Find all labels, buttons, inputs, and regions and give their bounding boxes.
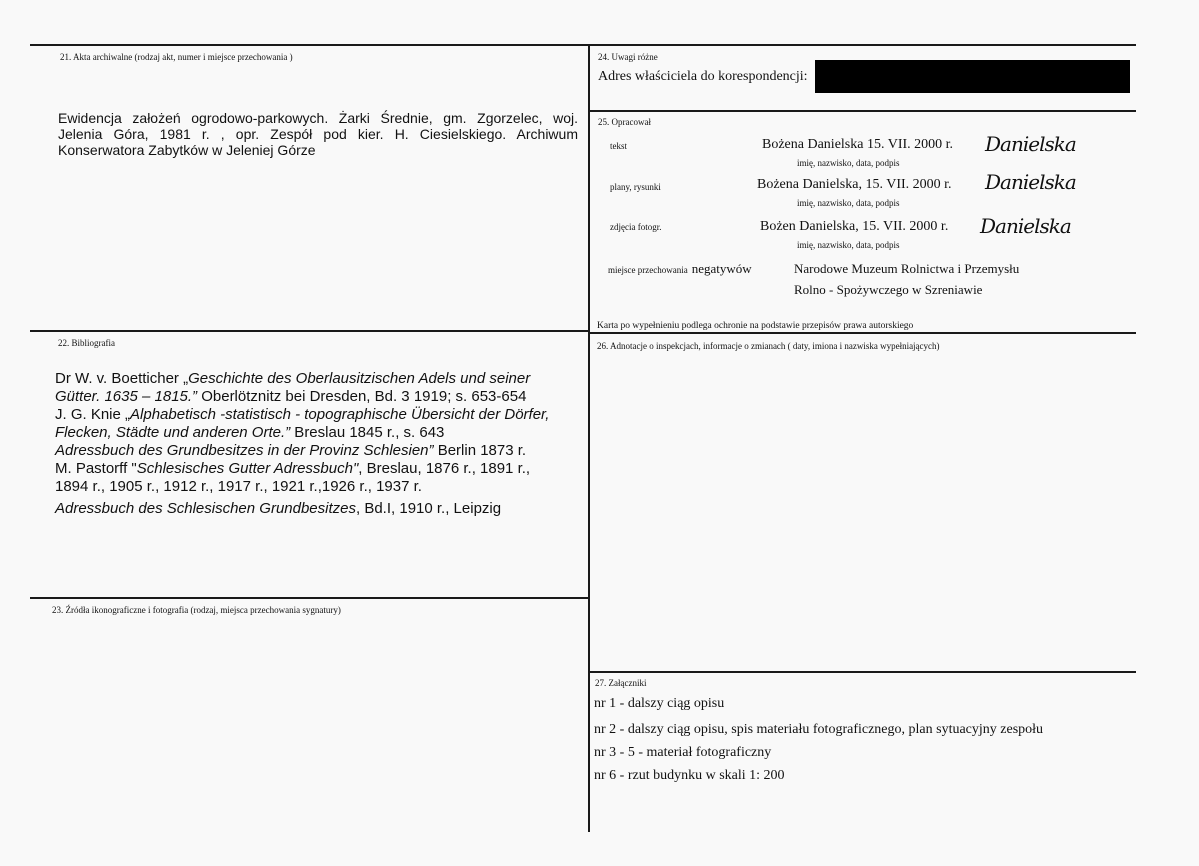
attachment-item: nr 6 - rzut budynku w skali 1: 200 <box>594 768 785 783</box>
signature-photos: Danielska <box>980 214 1071 238</box>
negatives-label: miejsce przechowania negatywów <box>608 261 752 276</box>
signature-plans: Danielska <box>985 170 1076 194</box>
negatives-location-2: Rolno - Spożywczego w Szreniawie <box>794 282 983 297</box>
field-22-label: 22. Bibliografia <box>58 338 115 348</box>
owner-address-label: Adres właściciela do korespondencji: <box>598 69 808 84</box>
prepared-text-value: Bożena Danielska 15. VII. 2000 r. <box>762 137 954 152</box>
bibliography-entry: Adressbuch des Schlesischen Grundbesitzes, Bd.I, 1910 r., Leipzig <box>55 500 502 517</box>
bibliography-entry: Dr W. v. Boetticher „Geschichte des Oberlausitzischen Adels und seiner Gütter. 1635 – 1815.” Oberlötznitz bei Dresden, Bd. 3 1919; s. 653-654 <box>55 370 531 405</box>
field-26-label: 26. Adnotacje o inspekcjach, informacje o zmianach ( daty, imiona i nazwiska wypełniających) <box>597 341 940 351</box>
field-27-label: 27. Załączniki <box>595 678 647 688</box>
signature-text: Danielska <box>985 132 1076 156</box>
attachment-item: nr 3 - 5 - materiał fotograficzny <box>594 745 772 760</box>
field-24-label: 24. Uwagi różne <box>598 52 658 62</box>
bibliography-entry: Adressbuch des Grundbesitzes in der Provinz Schlesien” Berlin 1873 r. <box>55 442 527 459</box>
divider-26-27 <box>590 671 1136 673</box>
attachment-item: nr 1 - dalszy ciąg opisu <box>594 696 725 711</box>
bibliography-entry: J. G. Knie „Alphabetisch -statistisch - topographische Übersicht der Dörfer, Flecken, Städte und anderen Orte.” Breslau 1845 r., s. 643 <box>55 406 550 441</box>
field-23-label: 23. Źródła ikonograficzne i fotografia (rodzaj, miejsca przechowania sygnatury) <box>52 605 341 615</box>
divider-25-26 <box>590 332 1136 334</box>
redacted-address <box>815 60 1130 93</box>
divider-21-22 <box>30 330 588 332</box>
prepared-photos-value: Bożen Danielska, 15. VII. 2000 r. <box>760 219 949 234</box>
prepared-photos-label: zdjęcia fotogr. <box>610 222 662 232</box>
field-21-label: 21. Akta archiwalne (rodzaj akt, numer i miejsce przechowania ) <box>60 52 293 62</box>
prepared-text-sublabel: imię, nazwisko, data, podpis <box>797 158 900 168</box>
copyright-note: Karta po wypełnieniu podlega ochronie na podstawie przepisów prawa autorskiego <box>597 321 914 331</box>
prepared-text-label: tekst <box>610 141 627 151</box>
bibliography-entry: M. Pastorff "Schlesisches Gutter Adressbuch", Breslau, 1876 r., 1891 r., 1894 r., 1905 r., 1912 r., 1917 r., 1921 r.,1926 r., 1937 r. <box>55 460 531 495</box>
attachment-item: nr 2 - dalszy ciąg opisu, spis materiału fotograficznego, plan sytuacyjny zespołu <box>594 722 1044 737</box>
prepared-plans-label: plany, rysunki <box>610 182 661 192</box>
divider-22-23 <box>30 597 588 599</box>
field-25-label: 25. Opracował <box>598 117 651 127</box>
field-21-text: Ewidencja założeń ogrodowo-parkowych. Żarki Średnie, gm. Zgorzelec, woj. Jelenia Góra, 1981 r. , opr. Zespół pod kier. H. Ciesielskiego. Archiwum Konserwatora Zabytków w Jeleniej Górze <box>58 110 578 158</box>
prepared-plans-sublabel: imię, nazwisko, data, podpis <box>797 198 900 208</box>
divider-24-25 <box>590 110 1136 112</box>
prepared-photos-sublabel: imię, nazwisko, data, podpis <box>797 240 900 250</box>
bibliography-list <box>55 370 565 518</box>
prepared-plans-value: Bożena Danielska, 15. VII. 2000 r. <box>757 177 952 192</box>
negatives-location-1: Narodowe Muzeum Rolnictwa i Przemysłu <box>794 261 1020 276</box>
center-divider <box>588 44 590 832</box>
top-border <box>30 44 1136 46</box>
